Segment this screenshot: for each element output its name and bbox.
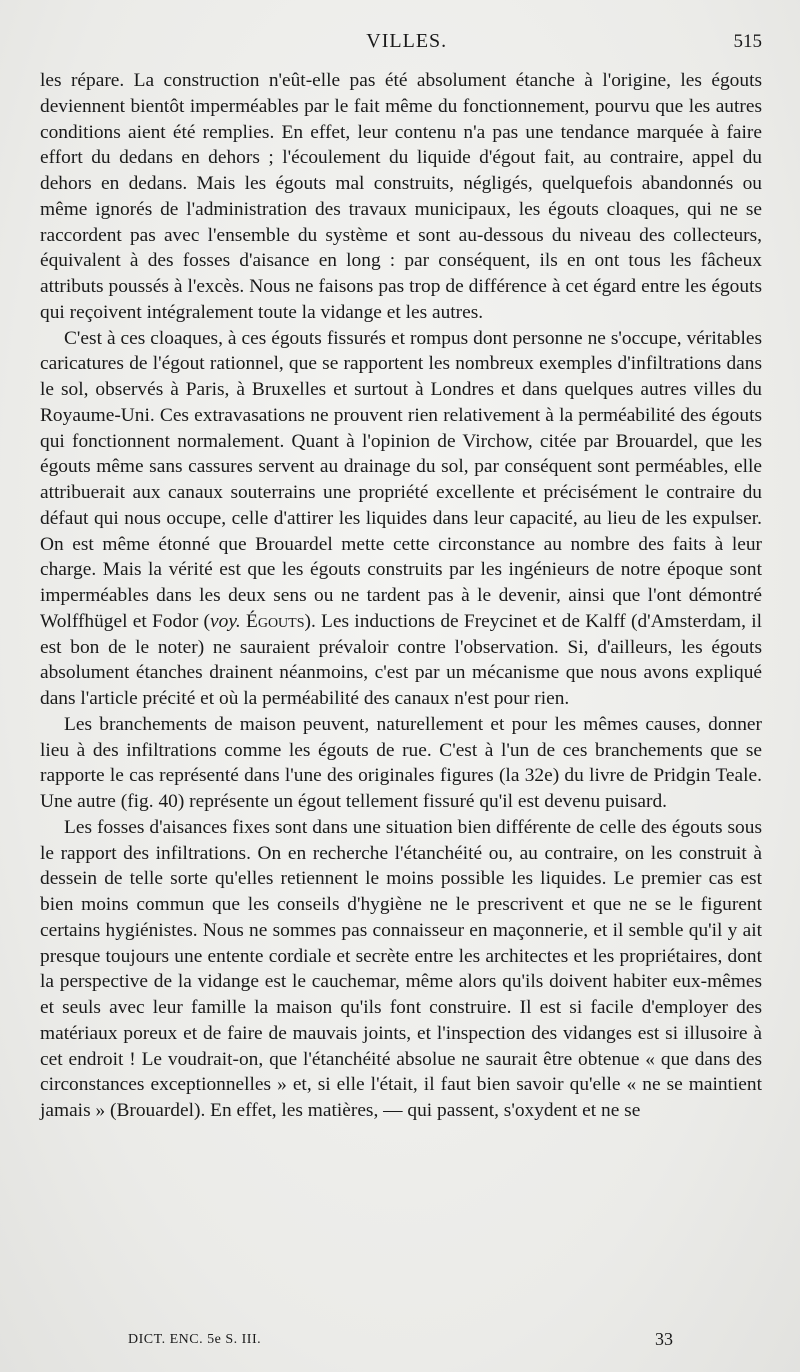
paragraph (40, 326, 762, 712)
running-header (40, 30, 762, 68)
paragraph (40, 815, 762, 1124)
text-run-smallcaps: Égouts (245, 610, 305, 632)
page-number: 515 (733, 31, 762, 52)
text-run: les répare. La construction n'eût-elle pas été absolument étanche à l'origine, les égouts deviennent bientôt imperméables par le fait même du fonctionnement, pourvu que les autres conditions aient été remplies. En effet, leur contenu n'a pas une tendance marquée à faire effort du dedans en dehors ; l'écoulement du liquide d'égout fait, au contraire, appel du dehors en dedans. Mais les égouts mal construits, négligés, quelquefois abandonnés ou même ignorés de l'administration des travaux municipaux, les égouts cloaques, qui ne se raccordent pas avec l'ensemble du système et sont au-dessous du niveau des collecteurs, équivalent à des fosses d'aisance en long : par conséquent, ils en ont tous les fâcheux attributs poussés à l'excès. Nous ne faisons pas trop de différence à cet égard entre les égouts qui reçoivent intégralement toute la vidange et les autres. (40, 70, 762, 323)
text-run: Les branchements de maison peuvent, naturellement et pour les mêmes causes, donner lieu à des infiltrations comme les égouts de rue. C'est à l'un de ces branchements que se rapporte le cas représenté dans l'une des originales figures (la 32e) du livre de Pridgin Teale. Une autre (fig. 40) représente un égout tellement fissuré qu'il est devenu puisard. (40, 713, 762, 812)
text-run: ). Les inductions de Freycinet et de Kalff (d'Amsterdam, il est bon de le noter) ne sauraient prévaloir contre l'observation. Si, d'ailleurs, les égouts absolument étanches drainent néanmoins, c'est par un mécanisme que nous avons expliqué dans l'article précité et où la perméabilité des canaux n'est pour rien. (40, 610, 763, 709)
text-run: C'est à ces cloaques, à ces égouts fissurés et rompus dont personne ne s'occupe, véritables caricatures de l'égout rationnel, que se rapportent les nombreux exemples d'infiltrations dans le sol, observés à Paris, à Bruxelles et surtout à Londres et dans quelques autres villes du Royaume-Uni. Ces extravasations ne prouvent rien relativement à la perméabilité des égouts qui fonctionnent normalement. Quant à l'opinion de Virchow, citée par Brouardel, que les égouts même sans cassures servent au drainage du sol, par conséquent sont perméables, elle attribuerait aux canaux souterrains une propriété excellente et précisément le contraire du défaut qui nous occupe, celle d'attirer les liquides dans leur capacité, au lieu de les expulser. On est même étonné que Brouardel mette cette circonstance au nombre des faits à leur charge. Mais la vérité est que les égouts construits par les ingénieurs de notre époque sont imperméables dans les deux sens ou ne tardent pas à le devenir, ainsi que l'ont démontré Wolffhügel et Fodor ( (40, 327, 762, 632)
paragraph (40, 68, 762, 326)
text-run: Les fosses d'aisances fixes sont dans une situation bien différente de celle des égouts sous le rapport des infiltrations. On en recherche l'étanchéité ou, au contraire, on les construit à dessein de telle sorte qu'elles retiennent le moins possible les liquides. Le premier cas est bien moins commun que les conseils d'hygiène ne le prescrivent et que ne se le figurent certains hygiénistes. Nous ne sommes pas connaisseur en maçonnerie, et il semble qu'il y ait presque toujours une entente cordiale et secrète entre les architectes et les propriétaires, dont la perspective de la vidange est le cauchemar, même alors qu'ils doivent habiter eux-mêmes et seuls avec leur famille la maison qu'ils font construire. Il est si facile d'employer des matériaux poreux et de faire de mauvais joints, et l'inspection des vidanges est si illusoire à cet endroit ! Le voudrait-on, que l'étanchéité absolue ne saurait être obtenue « que dans des circonstances exceptionnelles » et, si elle l'était, il faut bien savoir qu'elle « ne se maintient jamais » (Brouardel). En effet, les matières, — qui passent, s'oxydent et ne se (40, 816, 762, 1121)
running-title: VILLES. (366, 30, 448, 52)
body-text (40, 68, 762, 1124)
text-run-italic: voy. (210, 610, 241, 632)
printer-signature: DICT. ENC. 5e S. III. (128, 1332, 262, 1347)
sheet-number: 33 (655, 1329, 673, 1349)
paragraph (40, 712, 762, 815)
